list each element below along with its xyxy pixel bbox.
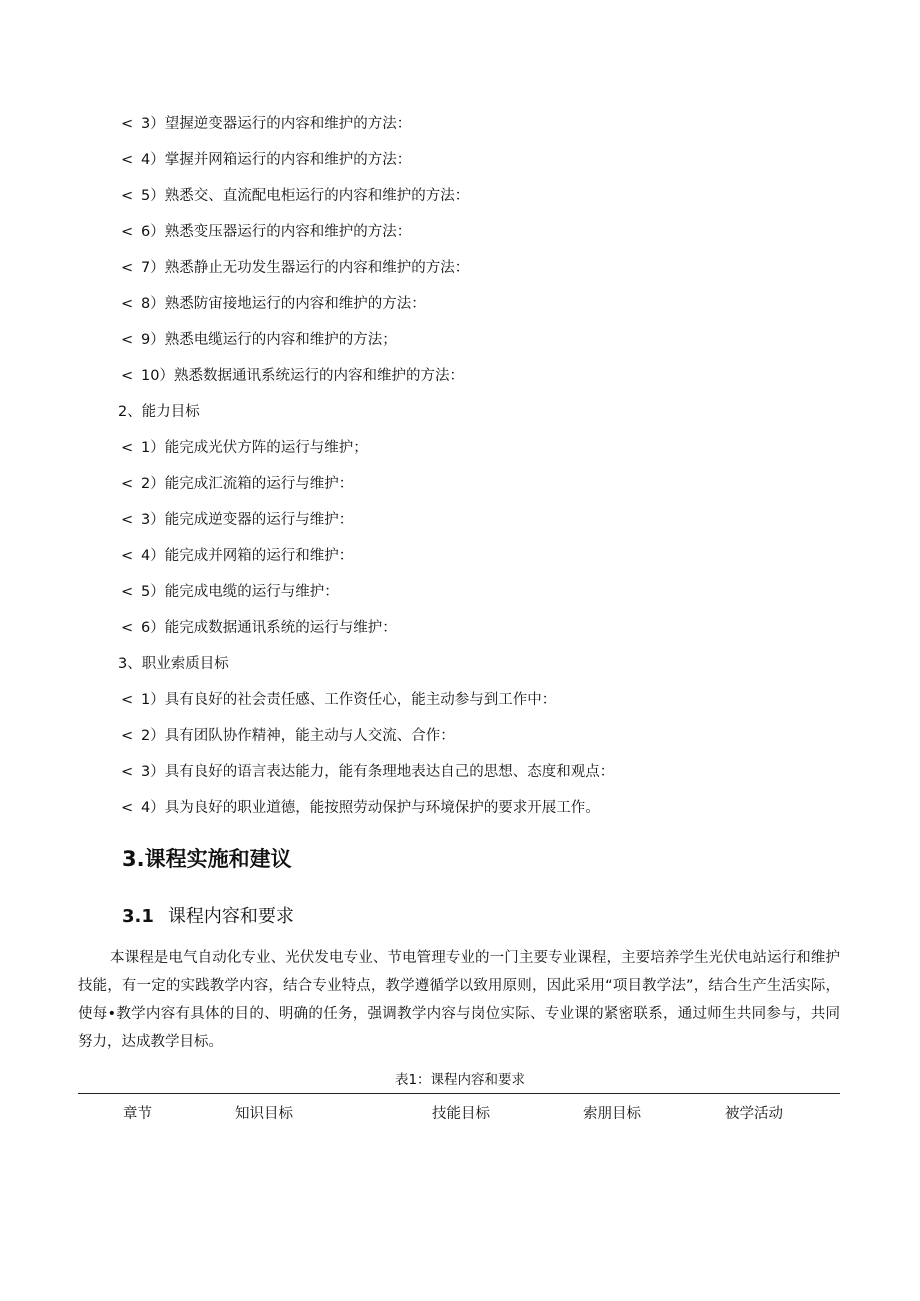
list-item-text: 2、能力目标 [118,404,200,420]
list-item [118,256,858,292]
list-item-text: 2）具有团队协作精神，能主动与人交流、合作： [141,728,455,744]
list-marker: < [121,116,134,132]
table-top-rule [78,1093,840,1094]
objective-heading [118,400,858,436]
list-marker: < [121,296,134,312]
table-header-quality: 索朋目标 [583,1106,641,1122]
list-marker: < [121,512,134,528]
list-item [118,220,858,256]
list-marker: < [121,764,134,780]
list-item [118,760,858,796]
list-item-text: 9）熟悉电缆运行的内容和维护的方法； [141,332,397,348]
list-marker: < [121,620,134,636]
list-item [118,328,858,364]
table-header-chapter: 章节 [123,1106,152,1122]
list-marker: < [121,548,134,564]
list-item-text: 5）能完成电缆的运行与维护： [141,584,339,600]
table-header-knowledge: 知识目标 [235,1106,293,1122]
subsection-title [122,903,294,931]
list-item-text: 1）能完成光伏方阵的运行与维护； [141,440,368,456]
list-item [118,436,858,472]
body-paragraph: 本课程是电气自动化专业、光伏发电专业、节电管理专业的一门主要专业课程，主要培养学生光伏电站运行和维护技能，有一定的实践教学内容，结合专业特点，教学遵循学以致用原则，因此采用“项目教学法”，结合生产生活实际，使每•教学内容有具体的目的、明确的任务，强调教学内容与岗位实际、专业课的紧密联系，通过师生共同参与，共同努力，达成教学目标。 [78,950,840,1050]
list-item [118,292,858,328]
list-item-text: 6）熟悉变压器运行的内容和维护的方法： [141,224,412,240]
list-item [118,724,858,760]
table-header-activity: 被学活动 [725,1106,783,1122]
list-marker: < [121,692,134,708]
subsection-label: 课程内容和要求 [167,906,294,927]
list-item-text: 3、职业索质目标 [118,656,229,672]
list-item [118,508,858,544]
list-item-text: 3）能完成逆变器的运行与维护： [141,512,354,528]
list-marker: < [121,440,134,456]
list-item-text: 4）具为良好的职业道德，能按照劳动保护与环境保护的要求开展工作。 [141,800,600,816]
list-item-text: 4）能完成并网箱的运行和维护： [141,548,354,564]
list-marker: < [121,260,134,276]
table-header-skill: 技能目标 [432,1106,490,1122]
list-item-text: 3）具有良好的语言表达能力，能有条理地表达自己的思想、态度和观点： [141,764,615,780]
table-caption: 表1：课程内容和要求 [394,1072,526,1088]
list-item-text: 3）望握逆变器运行的内容和维护的方法： [141,116,412,132]
list-item [118,688,858,724]
list-marker: < [121,188,134,204]
list-item-text: 4）掌握并网箱运行的内容和维护的方法： [141,152,412,168]
list-item [118,184,858,220]
objectives-list [118,112,858,832]
list-marker: < [121,368,134,384]
list-item-text: 7）熟悉静止无功发生器运行的内容和维护的方法： [141,260,470,276]
list-marker: < [121,800,134,816]
list-marker: < [121,152,134,168]
list-marker: < [121,584,134,600]
list-marker: < [121,728,134,744]
list-marker: < [121,476,134,492]
list-marker: < [121,332,134,348]
section-title: 3.课程实施和建议 [122,847,292,871]
list-item-text: 10）熟悉数据通讯系统运行的内容和维护的方法： [141,368,464,384]
objective-heading [118,652,858,688]
list-item-text: 5）熟悉交、直流配电柜运行的内容和维护的方法： [141,188,470,204]
list-item [118,544,858,580]
subsection-number: 3.1 [122,906,154,927]
list-item [118,616,858,652]
list-item [118,364,858,400]
list-item-text: 6）能完成数据通讯系统的运行与维护： [141,620,397,636]
list-item-text: 8）熟悉防宙接地运行的内容和维护的方法： [141,296,426,312]
list-marker: < [121,224,134,240]
list-item-text: 1）具有良好的社会责任感、工作资任心，能主动参与到工作中： [141,692,557,708]
list-item [118,148,858,184]
list-item [118,472,858,508]
list-item [118,580,858,616]
list-item [118,112,858,148]
list-item-text: 2）能完成汇流箱的运行与维护： [141,476,354,492]
list-item [118,796,858,832]
